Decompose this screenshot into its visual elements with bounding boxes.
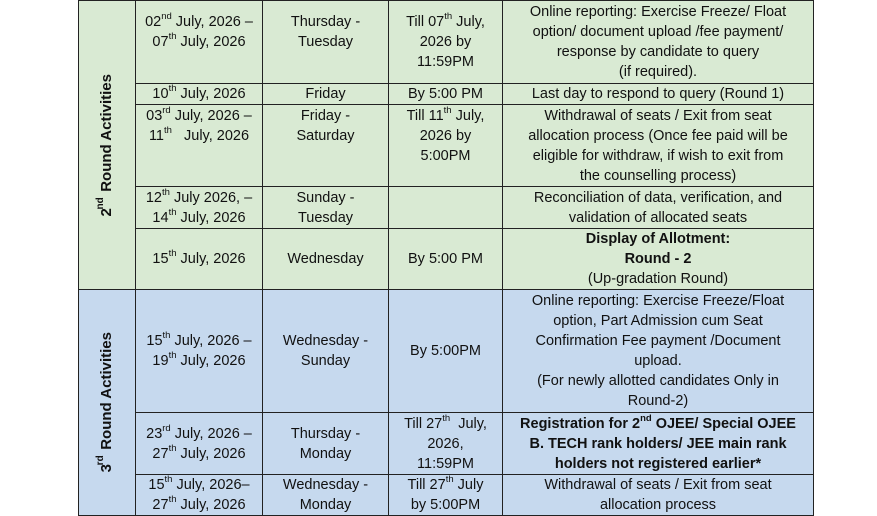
date-cell: 10th July, 2026 [136,84,263,105]
stage-label-round-2: 2nd Round Activities [79,1,136,290]
time-cell: Till 27th July, 2026, 11:59PM [389,413,503,475]
day-cell: Wednesday - Sunday [263,290,389,413]
day-cell: Thursday - Tuesday [263,1,389,84]
day-cell: Friday - Saturday [263,105,389,187]
activity-cell: Withdrawal of seats / Exit from seat allocation process [503,475,814,516]
day-cell: Wednesday [263,229,389,290]
day-cell: Friday [263,84,389,105]
day-cell: Wednesday - Monday [263,475,389,516]
time-cell: By 5:00 PM [389,84,503,105]
schedule-table [78,0,814,516]
date-cell: 12th July 2026, – 14th July, 2026 [136,187,263,229]
time-cell [389,187,503,229]
table-row [79,84,814,105]
table-row [79,105,814,187]
activity-cell: Withdrawal of seats / Exit from seat allocation process (Once fee paid will be eligible for withdraw, if wish to exit from the counselling process) [503,105,814,187]
date-cell: 02nd July, 2026 – 07th July, 2026 [136,1,263,84]
table-row [79,187,814,229]
table-row [79,290,814,413]
date-cell: 03rd July, 2026 – 11th July, 2026 [136,105,263,187]
time-cell: Till 27th July by 5:00PM [389,475,503,516]
table-row [79,229,814,290]
date-cell: 15th July, 2026 – 19th July, 2026 [136,290,263,413]
date-cell: 15th July, 2026– 27th July, 2026 [136,475,263,516]
time-cell: Till 07th July, 2026 by 11:59PM [389,1,503,84]
date-cell: 15th July, 2026 [136,229,263,290]
day-cell: Thursday - Monday [263,413,389,475]
activity-cell: Registration for 2nd OJEE/ Special OJEE B. TECH rank holders/ JEE main rank holders not registered earlier* [503,413,814,475]
activity-cell: Reconciliation of data, verification, and validation of allocated seats [503,187,814,229]
day-cell: Sunday - Tuesday [263,187,389,229]
stage-label-round-3: 3rd Round Activities [79,290,136,516]
table-row [79,1,814,84]
table-row [79,475,814,516]
activity-cell: Online reporting: Exercise Freeze/ Float option/ document upload /fee payment/ response by candidate to query (if required). [503,1,814,84]
date-cell: 23rd July, 2026 – 27th July, 2026 [136,413,263,475]
activity-cell: Online reporting: Exercise Freeze/Float option, Part Admission cum Seat Confirmation Fee payment /Document upload. (For newly allotted candidates Only in Round-2) [503,290,814,413]
time-cell: Till 11th July, 2026 by 5:00PM [389,105,503,187]
activity-cell: Display of Allotment: Round - 2 (Up-gradation Round) [503,229,814,290]
activity-cell: Last day to respond to query (Round 1) [503,84,814,105]
time-cell: By 5:00 PM [389,229,503,290]
time-cell: By 5:00PM [389,290,503,413]
table-row [79,413,814,475]
